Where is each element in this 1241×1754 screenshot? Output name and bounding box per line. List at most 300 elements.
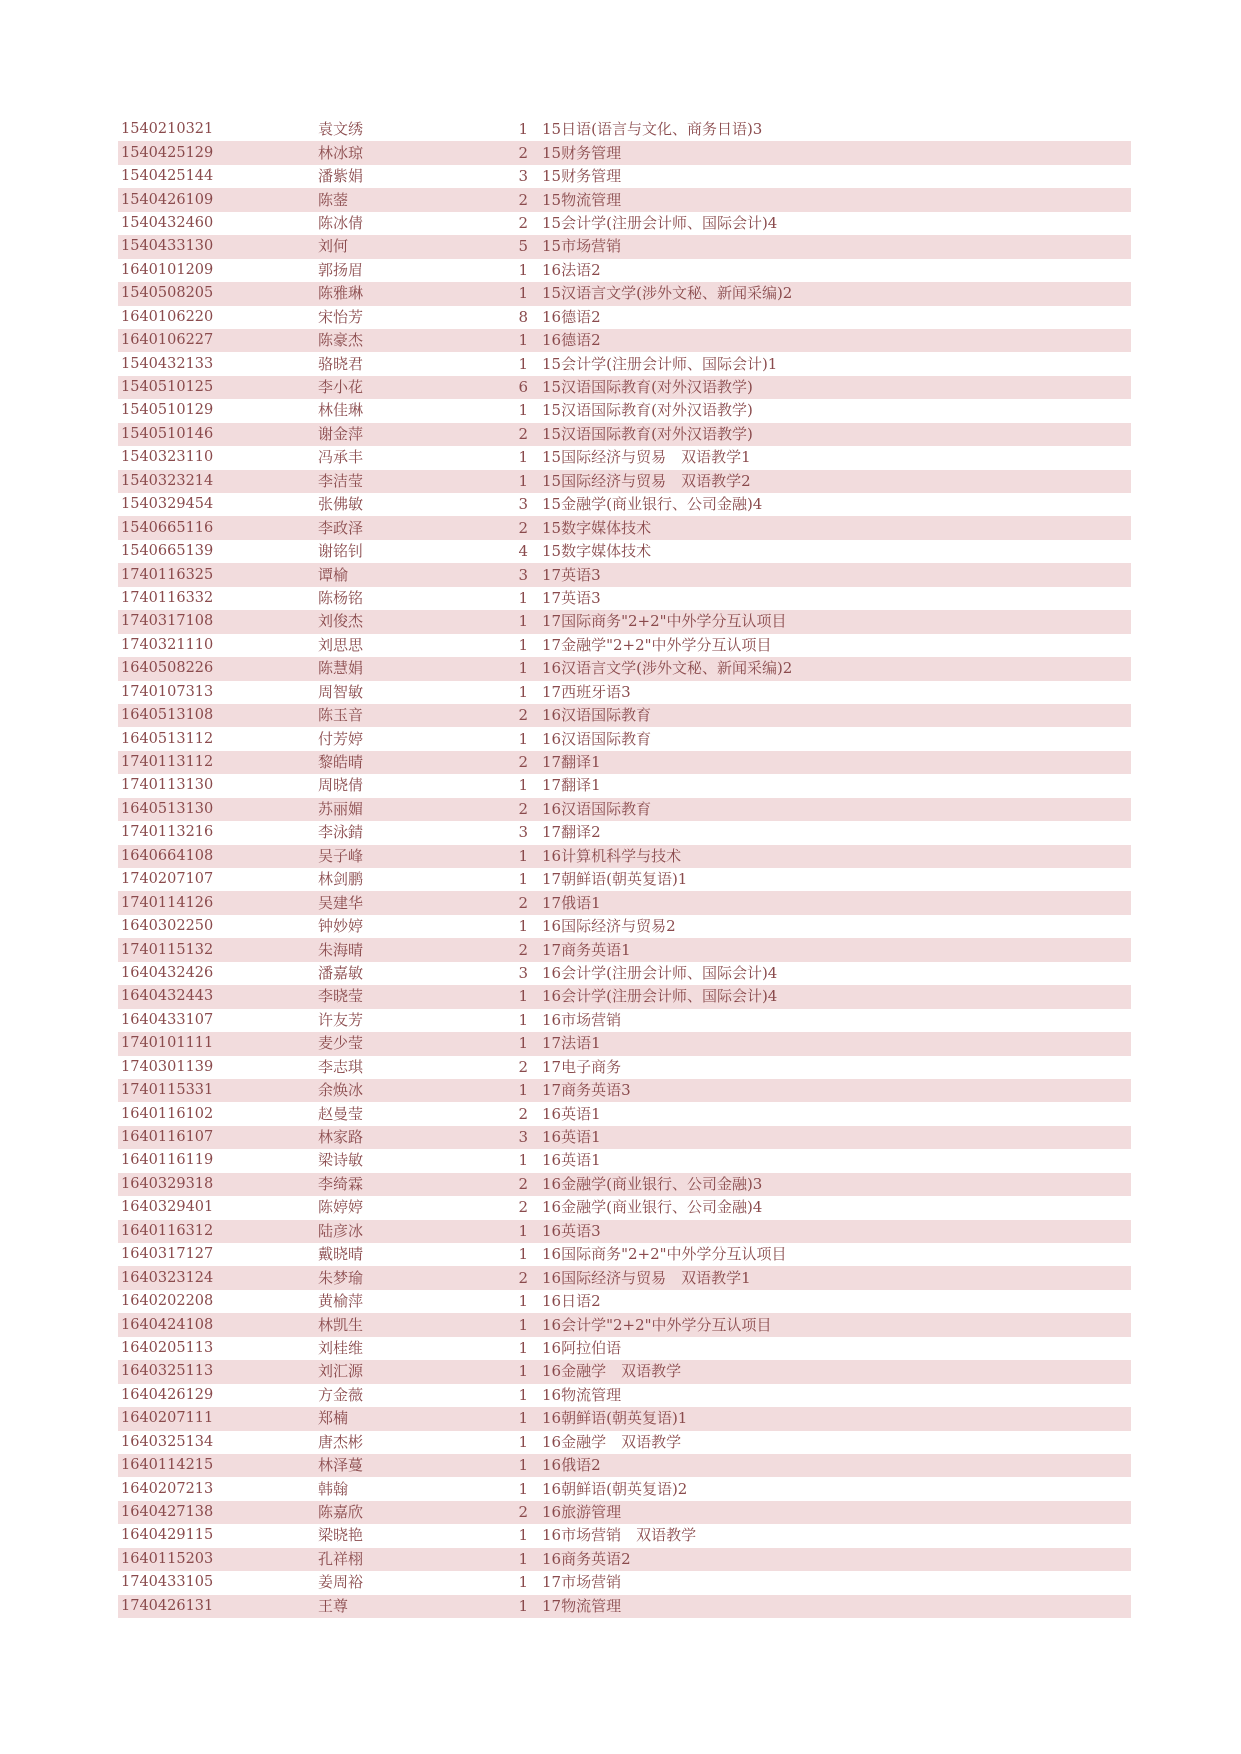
class-name-cell: 16市场营销 [542,1010,622,1029]
table-row [118,1524,1131,1547]
class-name-cell: 17俄语1 [542,893,601,912]
student-name-cell: 陈慧娟 [318,659,364,678]
table-row [118,165,1131,188]
count-cell: 1 [518,1573,528,1592]
student-id-cell: 1740301139 [121,1058,214,1075]
student-id-cell: 1540323214 [121,472,214,489]
count-cell: 1 [518,1526,528,1545]
count-cell: 1 [518,870,528,889]
table-row [118,821,1131,844]
table-row [118,212,1131,235]
student-id-cell: 1640429115 [121,1527,214,1544]
student-name-cell: 谢铭钊 [318,542,364,561]
table-row [118,235,1131,258]
student-name-cell: 张佛敏 [318,495,364,514]
table-row [118,1454,1131,1477]
table-row [118,1266,1131,1289]
count-cell: 6 [518,378,528,397]
student-name-cell: 赵曼莹 [318,1104,364,1123]
student-name-cell: 潘紫娟 [318,167,364,186]
student-id-cell: 1740113216 [121,824,214,841]
student-name-cell: 唐杰彬 [318,1432,364,1451]
student-id-cell: 1640433107 [121,1011,214,1028]
student-name-cell: 陆彦冰 [318,1221,364,1240]
class-name-cell: 15汉语言文学(涉外文秘、新闻采编)2 [542,284,793,303]
table-row [118,1407,1131,1430]
count-cell: 1 [518,588,528,607]
table-row [118,1384,1131,1407]
table-row [118,845,1131,868]
table-row [118,774,1131,797]
student-id-cell: 1640664108 [121,847,214,864]
class-name-cell: 16英语1 [542,1151,601,1170]
student-id-cell: 1740207107 [121,871,214,888]
student-name-cell: 王尊 [318,1596,349,1615]
class-name-cell: 15汉语国际教育(对外汉语教学) [542,378,753,397]
student-id-cell: 1640101209 [121,261,214,278]
count-cell: 3 [518,565,528,584]
class-name-cell: 15财务管理 [542,167,622,186]
student-name-cell: 刘何 [318,237,349,256]
count-cell: 1 [518,1292,528,1311]
count-cell: 2 [518,143,528,162]
table-row [118,306,1131,329]
student-id-cell: 1640207111 [121,1410,214,1427]
student-id-cell: 1640432426 [121,964,214,981]
table-row [118,1548,1131,1571]
student-id-cell: 1640116102 [121,1105,214,1122]
student-id-cell: 1540425129 [121,144,214,161]
student-name-cell: 林冰琼 [318,143,364,162]
count-cell: 1 [518,1010,528,1029]
class-name-cell: 16朝鲜语(朝英复语)1 [542,1409,688,1428]
student-name-cell: 朱梦瑜 [318,1268,364,1287]
class-name-cell: 15会计学(注册会计师、国际会计)4 [542,213,778,232]
count-cell: 4 [518,542,528,561]
class-name-cell: 16汉语言文学(涉外文秘、新闻采编)2 [542,659,793,678]
student-name-cell: 吴子峰 [318,846,364,865]
student-name-cell: 刘思思 [318,635,364,654]
student-name-cell: 李洁莹 [318,471,364,490]
table-row [118,540,1131,563]
class-name-cell: 15国际经济与贸易 双语教学1 [542,448,751,467]
table-row [118,1501,1131,1524]
class-name-cell: 16会计学(注册会计师、国际会计)4 [542,987,778,1006]
count-cell: 1 [518,1479,528,1498]
count-cell: 1 [518,448,528,467]
student-name-cell: 梁诗敏 [318,1151,364,1170]
student-id-cell: 1740113112 [121,754,214,771]
class-name-cell: 16会计学(注册会计师、国际会计)4 [542,963,778,982]
student-name-cell: 刘俊杰 [318,612,364,631]
table-row [118,259,1131,282]
count-cell: 2 [518,893,528,912]
student-id-cell: 1640427138 [121,1504,214,1521]
student-id-cell: 1640508226 [121,660,214,677]
student-name-cell: 刘汇源 [318,1362,364,1381]
student-name-cell: 吴建华 [318,893,364,912]
student-id-cell: 1740426131 [121,1597,214,1614]
table-row [118,915,1131,938]
class-name-cell: 16法语2 [542,260,601,279]
student-id-cell: 1740317108 [121,613,214,630]
count-cell: 1 [518,729,528,748]
student-id-cell: 1640513130 [121,800,214,817]
table-row [118,634,1131,657]
table-row [118,118,1131,141]
student-name-cell: 林剑鹏 [318,870,364,889]
class-name-cell: 17物流管理 [542,1596,622,1615]
count-cell: 1 [518,1409,528,1428]
table-row [118,1173,1131,1196]
student-id-cell: 1640317127 [121,1246,214,1263]
student-name-cell: 黄榆萍 [318,1292,364,1311]
student-id-cell: 1640323124 [121,1269,214,1286]
student-name-cell: 戴晓晴 [318,1245,364,1264]
student-name-cell: 周智敏 [318,682,364,701]
class-name-cell: 16物流管理 [542,1385,622,1404]
table-row [118,1032,1131,1055]
student-name-cell: 陈蓥 [318,190,349,209]
student-id-cell: 1540323110 [121,449,214,466]
count-cell: 3 [518,823,528,842]
table-row [118,1337,1131,1360]
student-name-cell: 李晓莹 [318,987,364,1006]
count-cell: 1 [518,284,528,303]
class-name-cell: 16阿拉伯语 [542,1338,622,1357]
student-id-cell: 1640325134 [121,1433,214,1450]
class-name-cell: 16英语1 [542,1104,601,1123]
student-id-cell: 1640116107 [121,1129,214,1146]
student-name-cell: 付芳婷 [318,729,364,748]
student-name-cell: 麦少莹 [318,1034,364,1053]
table-row [118,423,1131,446]
table-row [118,868,1131,891]
class-name-cell: 16汉语国际教育 [542,729,652,748]
count-cell: 1 [518,1456,528,1475]
table-row [118,1313,1131,1336]
class-name-cell: 16日语2 [542,1292,601,1311]
table-row [118,470,1131,493]
count-cell: 1 [518,612,528,631]
count-cell: 1 [518,659,528,678]
count-cell: 1 [518,1338,528,1357]
count-cell: 2 [518,753,528,772]
student-id-cell: 1640329318 [121,1175,214,1192]
table-row [118,1196,1131,1219]
count-cell: 1 [518,1081,528,1100]
count-cell: 2 [518,518,528,537]
table-row [118,1571,1131,1594]
class-name-cell: 17西班牙语3 [542,682,631,701]
count-cell: 8 [518,307,528,326]
count-cell: 1 [518,1432,528,1451]
count-cell: 1 [518,1221,528,1240]
student-name-cell: 袁文绣 [318,120,364,139]
student-id-cell: 1640325113 [121,1363,214,1380]
student-name-cell: 刘桂维 [318,1338,364,1357]
class-name-cell: 15数字媒体技术 [542,542,652,561]
class-name-cell: 15日语(语言与文化、商务日语)3 [542,120,763,139]
student-name-cell: 陈嘉欣 [318,1503,364,1522]
count-cell: 2 [518,1057,528,1076]
student-id-cell: 1740101111 [121,1035,214,1052]
table-row [118,329,1131,352]
count-cell: 5 [518,237,528,256]
table-row [118,962,1131,985]
student-name-cell: 谢金萍 [318,424,364,443]
student-id-cell: 1740114126 [121,894,214,911]
table-row [118,282,1131,305]
class-name-cell: 16德语2 [542,331,601,350]
table-row [118,1220,1131,1243]
class-name-cell: 15物流管理 [542,190,622,209]
student-id-cell: 1540432133 [121,355,214,372]
student-id-cell: 1640513112 [121,730,214,747]
student-id-cell: 1540425144 [121,168,214,185]
student-name-cell: 陈婷婷 [318,1198,364,1217]
count-cell: 3 [518,167,528,186]
class-name-cell: 17翻译1 [542,776,601,795]
class-name-cell: 17朝鲜语(朝英复语)1 [542,870,688,889]
class-name-cell: 16旅游管理 [542,1503,622,1522]
count-cell: 2 [518,799,528,818]
student-name-cell: 韩翰 [318,1479,349,1498]
student-name-cell: 方金薇 [318,1385,364,1404]
count-cell: 2 [518,190,528,209]
student-name-cell: 钟妙婷 [318,917,364,936]
student-id-cell: 1740115132 [121,941,214,958]
student-name-cell: 苏丽媚 [318,799,364,818]
table-row [118,188,1131,211]
student-name-cell: 许友芳 [318,1010,364,1029]
table-row [118,516,1131,539]
class-name-cell: 17翻译2 [542,823,601,842]
class-name-cell: 16市场营销 双语教学 [542,1526,697,1545]
count-cell: 1 [518,1549,528,1568]
student-name-cell: 林佳琳 [318,401,364,420]
student-name-cell: 李小花 [318,378,364,397]
class-name-cell: 17翻译1 [542,753,601,772]
table-row [118,1360,1131,1383]
table-row [118,938,1131,961]
student-name-cell: 孔祥栩 [318,1549,364,1568]
table-row [118,891,1131,914]
class-name-cell: 16汉语国际教育 [542,799,652,818]
student-name-cell: 李志琪 [318,1057,364,1076]
class-name-cell: 16金融学(商业银行、公司金融)3 [542,1174,763,1193]
table-row [118,1056,1131,1079]
table-row [118,446,1131,469]
class-name-cell: 16英语1 [542,1128,601,1147]
student-name-cell: 李泳錆 [318,823,364,842]
student-id-cell: 1640426129 [121,1386,214,1403]
student-id-cell: 1640329401 [121,1199,214,1216]
count-cell: 2 [518,1503,528,1522]
count-cell: 1 [518,120,528,139]
student-id-cell: 1640106220 [121,308,214,325]
student-id-cell: 1640207213 [121,1480,214,1497]
count-cell: 1 [518,917,528,936]
student-name-cell: 余焕冰 [318,1081,364,1100]
table-row [118,1595,1131,1618]
table-row [118,493,1131,516]
student-name-cell: 潘嘉敏 [318,963,364,982]
student-id-cell: 1640202208 [121,1293,214,1310]
student-id-cell: 1640205113 [121,1339,214,1356]
student-id-cell: 1640106227 [121,332,214,349]
student-id-cell: 1640115203 [121,1550,214,1567]
table-row [118,681,1131,704]
student-id-cell: 1640302250 [121,918,214,935]
class-name-cell: 16汉语国际教育 [542,706,652,725]
class-name-cell: 15市场营销 [542,237,622,256]
class-name-cell: 17英语3 [542,588,601,607]
student-id-cell: 1540665139 [121,543,214,560]
count-cell: 2 [518,424,528,443]
class-name-cell: 16国际经济与贸易2 [542,917,676,936]
count-cell: 3 [518,495,528,514]
count-cell: 1 [518,776,528,795]
table-row [118,1290,1131,1313]
student-id-cell: 1540508205 [121,285,214,302]
table-row [118,751,1131,774]
count-cell: 3 [518,963,528,982]
student-id-cell: 1540510146 [121,425,214,442]
class-name-cell: 15财务管理 [542,143,622,162]
student-id-cell: 1640424108 [121,1316,214,1333]
class-name-cell: 15数字媒体技术 [542,518,652,537]
count-cell: 1 [518,354,528,373]
count-cell: 2 [518,706,528,725]
student-name-cell: 梁晓艳 [318,1526,364,1545]
student-name-cell: 林泽蔓 [318,1456,364,1475]
class-name-cell: 17金融学"2+2"中外学分互认项目 [542,635,772,654]
student-name-cell: 林家路 [318,1128,364,1147]
table-row [118,985,1131,1008]
count-cell: 1 [518,260,528,279]
student-name-cell: 李政泽 [318,518,364,537]
count-cell: 1 [518,1315,528,1334]
student-id-cell: 1540329454 [121,496,214,513]
student-name-cell: 黎皓晴 [318,753,364,772]
student-name-cell: 周晓倩 [318,776,364,795]
count-cell: 1 [518,635,528,654]
table-row [118,1477,1131,1500]
student-id-cell: 1740433105 [121,1574,214,1591]
table-row [118,727,1131,750]
class-name-cell: 16朝鲜语(朝英复语)2 [542,1479,688,1498]
count-cell: 1 [518,1151,528,1170]
student-name-cell: 陈豪杰 [318,331,364,350]
count-cell: 1 [518,1245,528,1264]
table-row [118,1102,1131,1125]
class-name-cell: 16德语2 [542,307,601,326]
student-id-cell: 1740107313 [121,683,214,700]
student-name-cell: 陈杨铭 [318,588,364,607]
count-cell: 2 [518,1104,528,1123]
class-name-cell: 17电子商务 [542,1057,622,1076]
count-cell: 3 [518,1128,528,1147]
table-row [118,610,1131,633]
class-name-cell: 16金融学 双语教学 [542,1432,682,1451]
class-name-cell: 16计算机科学与技术 [542,846,682,865]
student-name-cell: 陈冰倩 [318,213,364,232]
count-cell: 1 [518,682,528,701]
student-name-cell: 陈玉音 [318,706,364,725]
student-id-cell: 1640114215 [121,1457,214,1474]
student-table [118,118,1131,1618]
student-id-cell: 1640432443 [121,988,214,1005]
student-name-cell: 郑楠 [318,1409,349,1428]
class-name-cell: 16国际经济与贸易 双语教学1 [542,1268,751,1287]
count-cell: 1 [518,1362,528,1381]
student-id-cell: 1640513108 [121,707,214,724]
count-cell: 1 [518,471,528,490]
class-name-cell: 16商务英语2 [542,1549,631,1568]
student-name-cell: 谭榆 [318,565,349,584]
class-name-cell: 16国际商务"2+2"中外学分互认项目 [542,1245,787,1264]
student-name-cell: 姜周裕 [318,1573,364,1592]
student-name-cell: 李绮霖 [318,1174,364,1193]
student-id-cell: 1740115331 [121,1082,214,1099]
count-cell: 1 [518,1034,528,1053]
class-name-cell: 15国际经济与贸易 双语教学2 [542,471,751,490]
count-cell: 1 [518,987,528,1006]
class-name-cell: 17商务英语1 [542,940,631,959]
student-id-cell: 1740113130 [121,777,214,794]
class-name-cell: 17英语3 [542,565,601,584]
count-cell: 2 [518,1198,528,1217]
student-id-cell: 1540665116 [121,519,214,536]
class-name-cell: 17商务英语3 [542,1081,631,1100]
student-id-cell: 1540432460 [121,214,214,231]
student-name-cell: 宋怡芳 [318,307,364,326]
student-name-cell: 骆晓君 [318,354,364,373]
count-cell: 2 [518,1268,528,1287]
student-id-cell: 1540510129 [121,402,214,419]
table-row [118,798,1131,821]
table-row [118,1243,1131,1266]
table-row [118,587,1131,610]
table-row [118,399,1131,422]
student-id-cell: 1640116312 [121,1222,214,1239]
count-cell: 1 [518,1385,528,1404]
student-name-cell: 陈雅琳 [318,284,364,303]
student-id-cell: 1740116325 [121,566,214,583]
class-name-cell: 15金融学(商业银行、公司金融)4 [542,495,763,514]
table-row [118,1431,1131,1454]
table-row [118,657,1131,680]
class-name-cell: 17法语1 [542,1034,601,1053]
student-id-cell: 1740116332 [121,589,214,606]
student-id-cell: 1540426109 [121,191,214,208]
count-cell: 1 [518,846,528,865]
student-id-cell: 1540433130 [121,238,214,255]
class-name-cell: 17市场营销 [542,1573,622,1592]
student-name-cell: 郭扬眉 [318,260,364,279]
table-row [118,1079,1131,1102]
table-row [118,376,1131,399]
table-row [118,141,1131,164]
class-name-cell: 17国际商务"2+2"中外学分互认项目 [542,612,787,631]
student-name-cell: 冯承丰 [318,448,364,467]
student-name-cell: 朱海晴 [318,940,364,959]
count-cell: 1 [518,1596,528,1615]
student-id-cell: 1540510125 [121,379,214,396]
table-row [118,1009,1131,1032]
table-row [118,1149,1131,1172]
